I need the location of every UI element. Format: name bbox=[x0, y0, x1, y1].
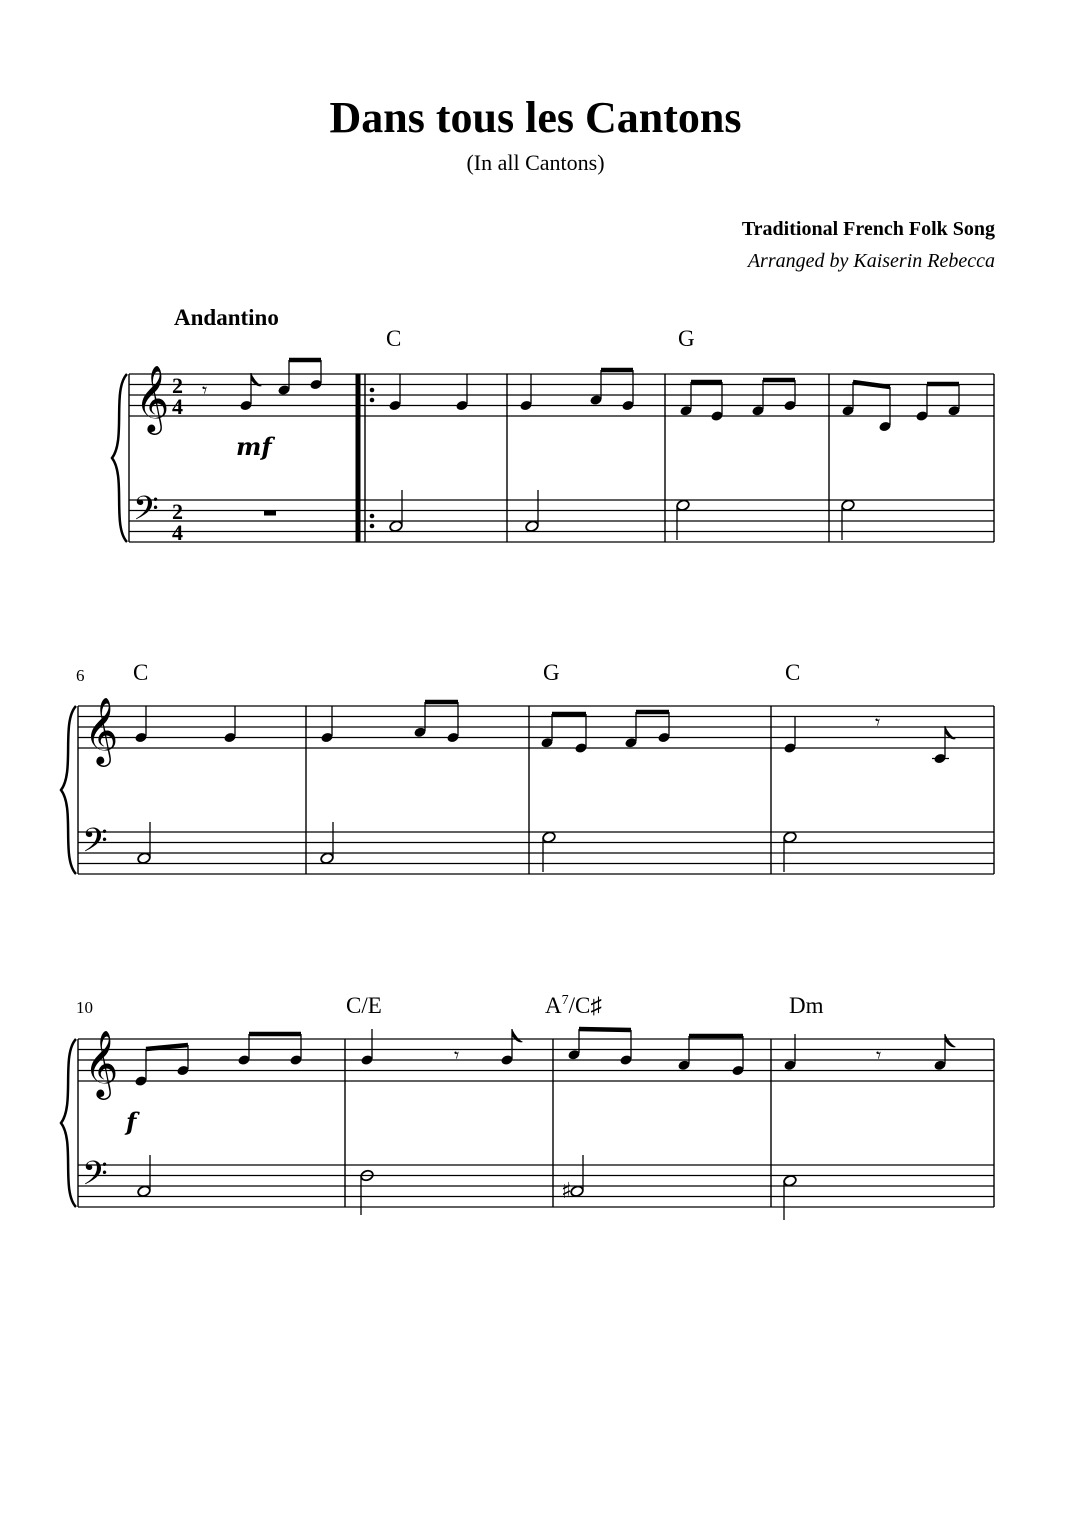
flag-icon bbox=[512, 1029, 523, 1042]
brace-icon bbox=[112, 374, 127, 542]
measure-number: 6 bbox=[76, 666, 85, 685]
chord-symbol: C bbox=[386, 326, 402, 351]
note-head bbox=[389, 520, 403, 533]
system-3 bbox=[61, 993, 994, 1220]
bass-clef-icon: 𝄢 bbox=[82, 1155, 108, 1201]
treble-clef-icon: 𝄞 bbox=[84, 1029, 119, 1097]
chord-symbol: G bbox=[543, 660, 560, 685]
note-head bbox=[137, 852, 151, 865]
bass-staff bbox=[78, 832, 994, 874]
eighth-rest-icon: 𝄾 bbox=[876, 1043, 882, 1067]
dynamic-marking: f bbox=[126, 1107, 137, 1136]
whole-rest-icon bbox=[264, 511, 276, 516]
note-head bbox=[676, 499, 690, 512]
system-1 bbox=[112, 305, 994, 545]
treble-clef-icon: 𝄞 bbox=[135, 364, 170, 432]
note-head bbox=[525, 520, 539, 533]
eighth-rest-icon: 𝄾 bbox=[875, 710, 881, 734]
repeat-dot bbox=[370, 398, 375, 403]
eighth-rest-icon: 𝄾 bbox=[202, 378, 208, 402]
note-head bbox=[783, 831, 797, 844]
treble-staff bbox=[129, 374, 994, 416]
measure-number: 10 bbox=[76, 998, 93, 1017]
bass-staff bbox=[78, 1165, 994, 1207]
brace-icon bbox=[61, 706, 76, 874]
note-head bbox=[570, 1185, 584, 1198]
repeat-dot bbox=[370, 514, 375, 519]
chord-symbol: $A^7/C♯$ bbox=[545, 993, 602, 1018]
treble-clef-icon: 𝄞 bbox=[84, 696, 119, 764]
arranger-credit: Arranged by Kaiserin Rebecca bbox=[747, 250, 995, 272]
note-head bbox=[783, 1174, 797, 1187]
note-head bbox=[841, 499, 855, 512]
time-sig-denominator: 4 bbox=[172, 394, 183, 419]
chord-symbol: Dm bbox=[789, 993, 824, 1018]
flag-icon bbox=[945, 1034, 956, 1047]
bass-clef-icon: 𝄢 bbox=[133, 490, 159, 536]
beam bbox=[146, 1045, 188, 1049]
time-sig-denominator: 4 bbox=[172, 520, 183, 545]
bass-clef-icon: 𝄢 bbox=[82, 822, 108, 868]
eighth-rest-icon: 𝄾 bbox=[454, 1043, 460, 1067]
beam bbox=[579, 1029, 631, 1030]
sharp-icon: ♯ bbox=[561, 1179, 572, 1204]
chord-symbol: C bbox=[133, 660, 149, 685]
song-subtitle: (In all Cantons) bbox=[466, 150, 605, 175]
note-head bbox=[542, 831, 556, 844]
time-sig-numerator: 2 bbox=[172, 499, 183, 524]
chord-symbol: C bbox=[785, 660, 801, 685]
chord-symbol: C/E bbox=[346, 993, 382, 1018]
chord-symbol: G bbox=[678, 326, 695, 351]
dynamic-marking: mf bbox=[236, 432, 272, 461]
note-head bbox=[320, 852, 334, 865]
bass-staff bbox=[129, 500, 994, 542]
song-title: Dans tous les Cantons bbox=[329, 93, 742, 142]
repeat-dot bbox=[370, 524, 375, 529]
note-head bbox=[137, 1185, 151, 1198]
time-sig-numerator: 2 bbox=[172, 373, 183, 398]
treble-staff bbox=[78, 706, 994, 748]
composer-credit: Traditional French Folk Song bbox=[741, 218, 995, 240]
repeat-dot bbox=[370, 388, 375, 393]
beam bbox=[853, 382, 890, 387]
treble-staff bbox=[78, 1039, 994, 1081]
brace-icon bbox=[61, 1039, 76, 1207]
tempo-marking: Andantino bbox=[174, 305, 279, 330]
system-2 bbox=[61, 660, 994, 874]
